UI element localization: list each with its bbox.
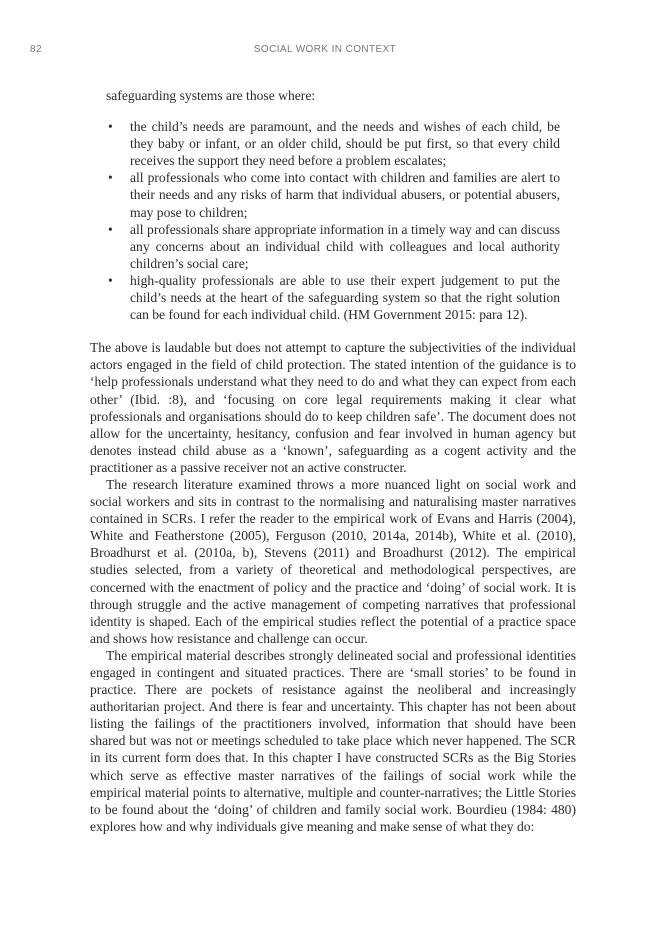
bullet-text: high-quality professionals are able to use their expert judgement to put the child’s needs at the heart of the safeguarding system so that the right solution can be found for each individual child. (HM Government 2015: para 12). xyxy=(130,272,560,323)
body-paragraph: The empirical material describes strongly delineated social and professional identities engaged in contingent and situated practices. There are ‘small stories’ to be found in practice. There are pockets of resistance against the neoliberal and increasingly authoritarian project. And there is fear and uncertainty. This chapter has not been about listing the failings of the practitioners involved, information that should have been shared but was not or meetings scheduled to take place which never happened. The SCR in its current form does that. In this chapter I have constructed SCRs as the Big Stories which serve as effective master narratives of the failings of social work while the empirical material points to alternative, multiple and counter-narratives; the Little Stories to be found about the ‘doing’ of children and family social work. Bourdieu (1984: 480) explores how and why individuals give meaning and make sense of what they do: xyxy=(90,647,576,834)
running-head: SOCIAL WORK IN CONTEXT xyxy=(253,44,397,55)
bullet-item xyxy=(108,118,560,169)
bullet-icon: • xyxy=(108,221,113,237)
bullet-item xyxy=(108,221,560,272)
body-paragraph: The research literature examined throws a more nuanced light on social work and social workers and sits in contrast to the normalising and naturalising master narratives contained in SCRs. I refer the reader to the empirical work of Evans and Harris (2004), White and Featherstone (2005), Ferguson (2010, 2014a, 2014b), White et al. (2010), Broadhurst et al. (2010a, b), Stevens (2011) and Broadhurst (2012). The empirical studies selected, from a variety of theoretical and methodological perspectives, are concerned with the enactment of policy and the practice and ‘doing’ of social work. It is through struggle and the active management of competing narratives that professional identity is shaped. Each of the empirical studies reflect the potential of a practice space and shows how resistance and challenge can occur. xyxy=(90,476,576,646)
bullet-text: the child’s needs are paramount, and the needs and wishes of each child, be they baby or infant, or an older child, should be put first, so that every child receives the support they need before a problem escalates; xyxy=(130,119,560,169)
bullet-list xyxy=(90,118,576,323)
lead-in-text: safeguarding systems are those where: xyxy=(106,88,316,103)
bullet-text: all professionals who come into contact with children and families are alert to their needs and any risks of harm that individual abusers, or potential abusers, may pose to children; xyxy=(130,170,560,220)
bullet-icon: • xyxy=(108,272,113,288)
bullet-text: all professionals share appropriate information in a timely way and can discuss any concerns about an individual child with colleagues and local authority children’s social care; xyxy=(130,221,560,271)
bullet-icon: • xyxy=(108,119,113,135)
bullet-item xyxy=(108,272,560,323)
bullet-item xyxy=(108,169,560,220)
body-paragraph: The above is laudable but does not attempt to capture the subjectivities of the individual actors engaged in the field of child protection. The stated intention of the guidance is to ‘help professionals understand what they need to do and what they can expect from each other’ (Ibid. :8), and ‘focusing on core legal requirements making it clear what professionals and organisations should do to keep children safe’. The document does not allow for the uncertainty, hesitancy, confusion and fear involved in human agency but denotes instead child abuse as a ‘known’, safeguarding as a cogent activity and the practitioner as a passive receiver not an active constructer. xyxy=(90,340,576,475)
page-number: 82 xyxy=(30,44,42,55)
page-body xyxy=(90,87,576,835)
bullet-icon: • xyxy=(108,170,113,186)
page-header xyxy=(30,44,620,58)
